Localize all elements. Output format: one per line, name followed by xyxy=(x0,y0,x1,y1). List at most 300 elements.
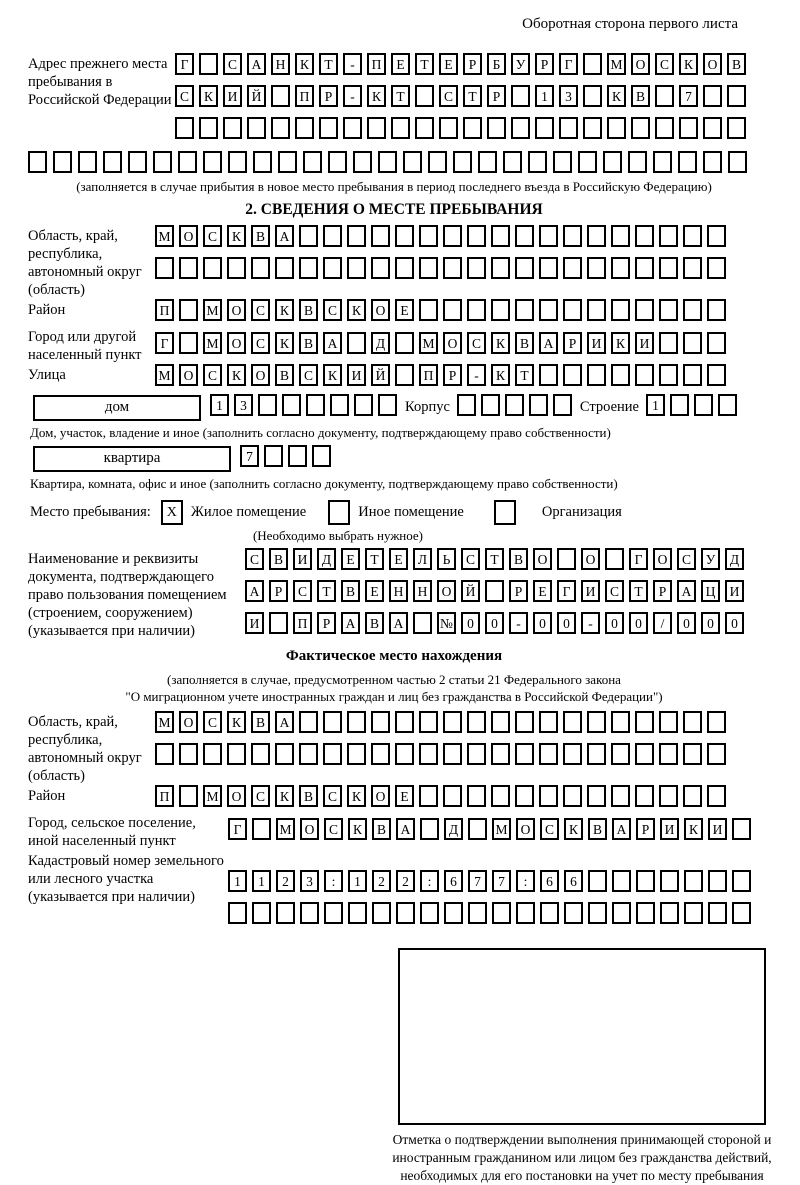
char-box[interactable]: - xyxy=(581,612,600,634)
char-box[interactable]: И xyxy=(347,364,366,386)
char-box[interactable] xyxy=(347,711,366,733)
char-box[interactable] xyxy=(391,117,410,139)
char-box[interactable]: Р xyxy=(443,364,462,386)
char-box[interactable] xyxy=(323,225,342,247)
char-box[interactable] xyxy=(587,364,606,386)
checkbox-organizaciya[interactable] xyxy=(494,500,516,525)
char-box[interactable] xyxy=(732,870,751,892)
char-box[interactable] xyxy=(347,257,366,279)
char-box[interactable]: О xyxy=(300,818,319,840)
char-box[interactable] xyxy=(515,743,534,765)
char-box[interactable]: Н xyxy=(389,580,408,602)
char-box[interactable] xyxy=(655,85,674,107)
char-box[interactable]: О xyxy=(179,711,198,733)
char-box[interactable] xyxy=(659,257,678,279)
char-box[interactable] xyxy=(587,257,606,279)
char-box[interactable]: 2 xyxy=(276,870,295,892)
char-box[interactable]: О xyxy=(179,364,198,386)
char-box[interactable]: А xyxy=(275,711,294,733)
char-box[interactable] xyxy=(588,870,607,892)
char-box[interactable] xyxy=(413,612,432,634)
char-box[interactable]: Г xyxy=(629,548,648,570)
char-box[interactable]: Т xyxy=(463,85,482,107)
char-box[interactable]: С xyxy=(324,818,343,840)
char-box[interactable] xyxy=(683,711,702,733)
char-box[interactable]: С xyxy=(223,53,242,75)
char-box[interactable] xyxy=(628,151,647,173)
char-box[interactable] xyxy=(707,257,726,279)
char-box[interactable]: О xyxy=(703,53,722,75)
char-box[interactable] xyxy=(128,151,147,173)
char-box[interactable] xyxy=(611,299,630,321)
char-box[interactable] xyxy=(659,743,678,765)
char-box[interactable] xyxy=(683,299,702,321)
char-box[interactable]: В xyxy=(509,548,528,570)
char-box[interactable]: 1 xyxy=(210,394,229,416)
char-box[interactable] xyxy=(276,902,295,924)
char-box[interactable] xyxy=(540,902,559,924)
char-box[interactable]: 6 xyxy=(444,870,463,892)
char-box[interactable]: А xyxy=(396,818,415,840)
char-box[interactable] xyxy=(179,743,198,765)
char-box[interactable] xyxy=(539,299,558,321)
char-box[interactable] xyxy=(282,394,301,416)
char-box[interactable]: С xyxy=(251,299,270,321)
char-box[interactable] xyxy=(252,818,271,840)
char-box[interactable]: О xyxy=(443,332,462,354)
char-box[interactable]: М xyxy=(419,332,438,354)
char-box[interactable] xyxy=(443,743,462,765)
char-box[interactable]: И xyxy=(587,332,606,354)
char-box[interactable]: И xyxy=(635,332,654,354)
char-box[interactable]: К xyxy=(491,364,510,386)
char-box[interactable]: - xyxy=(467,364,486,386)
char-box[interactable] xyxy=(553,394,572,416)
char-box[interactable] xyxy=(415,117,434,139)
char-box[interactable] xyxy=(727,117,746,139)
char-box[interactable] xyxy=(683,332,702,354)
char-box[interactable]: С xyxy=(540,818,559,840)
char-box[interactable]: 2 xyxy=(396,870,415,892)
char-box[interactable] xyxy=(251,743,270,765)
char-box[interactable] xyxy=(516,902,535,924)
char-box[interactable]: Т xyxy=(319,53,338,75)
char-box[interactable] xyxy=(611,785,630,807)
char-box[interactable]: - xyxy=(343,53,362,75)
char-box[interactable]: Р xyxy=(535,53,554,75)
char-box[interactable] xyxy=(420,902,439,924)
char-box[interactable]: С xyxy=(439,85,458,107)
char-box[interactable] xyxy=(636,870,655,892)
char-box[interactable] xyxy=(684,902,703,924)
char-box[interactable] xyxy=(175,117,194,139)
char-box[interactable] xyxy=(478,151,497,173)
char-box[interactable] xyxy=(707,785,726,807)
char-box[interactable]: К xyxy=(679,53,698,75)
char-box[interactable] xyxy=(505,394,524,416)
char-box[interactable] xyxy=(557,548,576,570)
char-box[interactable] xyxy=(655,117,674,139)
char-box[interactable]: В xyxy=(727,53,746,75)
char-box[interactable] xyxy=(330,394,349,416)
char-box[interactable]: Р xyxy=(487,85,506,107)
char-box[interactable] xyxy=(443,299,462,321)
char-box[interactable]: М xyxy=(276,818,295,840)
char-box[interactable] xyxy=(732,818,751,840)
char-box[interactable]: 3 xyxy=(559,85,578,107)
char-box[interactable]: С xyxy=(203,225,222,247)
char-box[interactable]: 1 xyxy=(252,870,271,892)
char-box[interactable] xyxy=(694,394,713,416)
char-box[interactable]: М xyxy=(203,299,222,321)
char-box[interactable]: К xyxy=(227,225,246,247)
char-box[interactable]: М xyxy=(155,225,174,247)
char-box[interactable]: В xyxy=(251,711,270,733)
char-box[interactable] xyxy=(583,85,602,107)
char-box[interactable] xyxy=(515,257,534,279)
char-box[interactable] xyxy=(611,257,630,279)
char-box[interactable] xyxy=(453,151,472,173)
char-box[interactable]: Р xyxy=(269,580,288,602)
char-box[interactable]: 0 xyxy=(485,612,504,634)
char-box[interactable] xyxy=(443,257,462,279)
char-box[interactable] xyxy=(528,151,547,173)
char-box[interactable]: И xyxy=(581,580,600,602)
char-box[interactable] xyxy=(515,299,534,321)
char-box[interactable]: М xyxy=(155,711,174,733)
char-box[interactable] xyxy=(491,743,510,765)
char-box[interactable] xyxy=(347,225,366,247)
char-box[interactable]: С xyxy=(467,332,486,354)
char-box[interactable]: О xyxy=(631,53,650,75)
char-box[interactable] xyxy=(659,332,678,354)
char-box[interactable] xyxy=(443,711,462,733)
char-box[interactable]: А xyxy=(323,332,342,354)
char-box[interactable]: С xyxy=(251,785,270,807)
char-box[interactable]: Т xyxy=(629,580,648,602)
char-box[interactable] xyxy=(670,394,689,416)
char-box[interactable] xyxy=(727,85,746,107)
char-box[interactable]: Р xyxy=(509,580,528,602)
char-box[interactable] xyxy=(539,225,558,247)
char-box[interactable]: И xyxy=(708,818,727,840)
char-box[interactable] xyxy=(467,299,486,321)
char-box[interactable] xyxy=(371,711,390,733)
char-box[interactable]: № xyxy=(437,612,456,634)
char-box[interactable]: О xyxy=(227,785,246,807)
char-box[interactable]: Г xyxy=(175,53,194,75)
char-box[interactable] xyxy=(457,394,476,416)
char-box[interactable] xyxy=(659,364,678,386)
char-box[interactable] xyxy=(679,117,698,139)
char-box[interactable] xyxy=(395,332,414,354)
char-box[interactable] xyxy=(485,580,504,602)
char-box[interactable] xyxy=(535,117,554,139)
char-box[interactable] xyxy=(288,445,307,467)
char-box[interactable] xyxy=(354,394,373,416)
char-box[interactable]: О xyxy=(251,364,270,386)
char-box[interactable] xyxy=(491,711,510,733)
char-box[interactable]: 0 xyxy=(605,612,624,634)
char-box[interactable]: 1 xyxy=(535,85,554,107)
char-box[interactable] xyxy=(578,151,597,173)
char-box[interactable]: 0 xyxy=(461,612,480,634)
char-box[interactable]: - xyxy=(343,85,362,107)
char-box[interactable] xyxy=(227,743,246,765)
char-box[interactable] xyxy=(539,364,558,386)
char-box[interactable] xyxy=(563,257,582,279)
char-box[interactable] xyxy=(395,743,414,765)
char-box[interactable] xyxy=(563,364,582,386)
checkbox-zhiloe[interactable]: X xyxy=(161,500,183,525)
char-box[interactable]: Н xyxy=(413,580,432,602)
char-box[interactable]: Ь xyxy=(437,548,456,570)
char-box[interactable] xyxy=(299,711,318,733)
char-box[interactable] xyxy=(312,445,331,467)
char-box[interactable]: 0 xyxy=(701,612,720,634)
char-box[interactable] xyxy=(299,743,318,765)
char-box[interactable] xyxy=(419,225,438,247)
char-box[interactable]: 6 xyxy=(564,870,583,892)
char-box[interactable]: 7 xyxy=(492,870,511,892)
char-box[interactable] xyxy=(515,225,534,247)
char-box[interactable]: В xyxy=(275,364,294,386)
char-box[interactable]: Г xyxy=(559,53,578,75)
char-box[interactable] xyxy=(708,870,727,892)
char-box[interactable] xyxy=(252,902,271,924)
char-box[interactable] xyxy=(419,299,438,321)
char-box[interactable] xyxy=(103,151,122,173)
char-box[interactable]: А xyxy=(247,53,266,75)
char-box[interactable] xyxy=(539,257,558,279)
char-box[interactable] xyxy=(728,151,747,173)
char-box[interactable]: Г xyxy=(228,818,247,840)
char-box[interactable] xyxy=(53,151,72,173)
char-box[interactable] xyxy=(587,743,606,765)
char-box[interactable]: О xyxy=(533,548,552,570)
char-box[interactable] xyxy=(707,225,726,247)
char-box[interactable]: К xyxy=(227,364,246,386)
char-box[interactable] xyxy=(487,117,506,139)
char-box[interactable] xyxy=(328,151,347,173)
char-box[interactable]: А xyxy=(245,580,264,602)
char-box[interactable] xyxy=(395,711,414,733)
char-box[interactable]: В xyxy=(365,612,384,634)
char-box[interactable] xyxy=(403,151,422,173)
char-box[interactable] xyxy=(683,225,702,247)
char-box[interactable]: Й xyxy=(461,580,480,602)
char-box[interactable] xyxy=(660,902,679,924)
char-box[interactable]: К xyxy=(295,53,314,75)
char-box[interactable] xyxy=(539,711,558,733)
char-box[interactable] xyxy=(323,711,342,733)
char-box[interactable] xyxy=(583,53,602,75)
char-box[interactable] xyxy=(299,257,318,279)
char-box[interactable] xyxy=(587,299,606,321)
char-box[interactable]: Р xyxy=(636,818,655,840)
char-box[interactable] xyxy=(372,902,391,924)
char-box[interactable] xyxy=(468,818,487,840)
char-box[interactable] xyxy=(463,117,482,139)
char-box[interactable]: С xyxy=(677,548,696,570)
char-box[interactable] xyxy=(660,870,679,892)
char-box[interactable] xyxy=(515,711,534,733)
char-box[interactable]: О xyxy=(516,818,535,840)
char-box[interactable]: М xyxy=(607,53,626,75)
char-box[interactable]: В xyxy=(299,785,318,807)
char-box[interactable]: Л xyxy=(413,548,432,570)
char-box[interactable] xyxy=(678,151,697,173)
char-box[interactable]: 7 xyxy=(468,870,487,892)
char-box[interactable]: К xyxy=(684,818,703,840)
char-box[interactable] xyxy=(275,257,294,279)
char-box[interactable] xyxy=(653,151,672,173)
char-box[interactable] xyxy=(708,902,727,924)
char-box[interactable]: Д xyxy=(317,548,336,570)
char-box[interactable] xyxy=(371,257,390,279)
char-box[interactable] xyxy=(371,225,390,247)
char-box[interactable] xyxy=(353,151,372,173)
char-box[interactable] xyxy=(467,225,486,247)
char-box[interactable] xyxy=(511,85,530,107)
char-box[interactable] xyxy=(299,225,318,247)
char-box[interactable]: С xyxy=(203,711,222,733)
char-box[interactable] xyxy=(635,257,654,279)
char-box[interactable]: Н xyxy=(271,53,290,75)
char-box[interactable] xyxy=(428,151,447,173)
char-box[interactable]: К xyxy=(607,85,626,107)
char-box[interactable] xyxy=(559,117,578,139)
char-box[interactable]: С xyxy=(245,548,264,570)
char-box[interactable]: С xyxy=(655,53,674,75)
char-box[interactable]: : xyxy=(420,870,439,892)
char-box[interactable] xyxy=(511,117,530,139)
char-box[interactable] xyxy=(611,364,630,386)
char-box[interactable]: А xyxy=(389,612,408,634)
char-box[interactable]: С xyxy=(293,580,312,602)
char-box[interactable] xyxy=(300,902,319,924)
char-box[interactable] xyxy=(605,548,624,570)
char-box[interactable]: О xyxy=(179,225,198,247)
char-box[interactable] xyxy=(153,151,172,173)
char-box[interactable] xyxy=(563,225,582,247)
char-box[interactable]: К xyxy=(348,818,367,840)
char-box[interactable] xyxy=(732,902,751,924)
char-box[interactable]: Р xyxy=(563,332,582,354)
char-box[interactable] xyxy=(324,902,343,924)
char-box[interactable] xyxy=(378,151,397,173)
char-box[interactable] xyxy=(253,151,272,173)
char-box[interactable]: 0 xyxy=(557,612,576,634)
char-box[interactable] xyxy=(481,394,500,416)
char-box[interactable] xyxy=(271,85,290,107)
char-box[interactable] xyxy=(631,117,650,139)
char-box[interactable] xyxy=(563,785,582,807)
char-box[interactable]: С xyxy=(299,364,318,386)
char-box[interactable]: Т xyxy=(515,364,534,386)
char-box[interactable] xyxy=(491,225,510,247)
char-box[interactable] xyxy=(348,902,367,924)
char-box[interactable] xyxy=(563,299,582,321)
char-box[interactable]: А xyxy=(612,818,631,840)
char-box[interactable]: А xyxy=(677,580,696,602)
char-box[interactable]: Е xyxy=(395,299,414,321)
char-box[interactable]: / xyxy=(653,612,672,634)
char-box[interactable]: В xyxy=(341,580,360,602)
char-box[interactable]: И xyxy=(245,612,264,634)
char-box[interactable] xyxy=(636,902,655,924)
char-box[interactable]: И xyxy=(223,85,242,107)
char-box[interactable]: М xyxy=(203,332,222,354)
char-box[interactable] xyxy=(228,151,247,173)
char-box[interactable] xyxy=(659,299,678,321)
char-box[interactable] xyxy=(203,257,222,279)
char-box[interactable] xyxy=(179,257,198,279)
char-box[interactable]: Е xyxy=(439,53,458,75)
char-box[interactable] xyxy=(467,785,486,807)
char-box[interactable] xyxy=(323,743,342,765)
char-box[interactable] xyxy=(612,870,631,892)
char-box[interactable] xyxy=(707,364,726,386)
char-box[interactable]: Р xyxy=(319,85,338,107)
char-box[interactable] xyxy=(367,117,386,139)
char-box[interactable]: В xyxy=(631,85,650,107)
char-box[interactable]: О xyxy=(437,580,456,602)
char-box[interactable]: М xyxy=(492,818,511,840)
char-box[interactable] xyxy=(468,902,487,924)
char-box[interactable]: С xyxy=(251,332,270,354)
char-box[interactable] xyxy=(587,785,606,807)
char-box[interactable] xyxy=(264,445,283,467)
char-box[interactable] xyxy=(439,117,458,139)
char-box[interactable]: Е xyxy=(389,548,408,570)
char-box[interactable]: Т xyxy=(365,548,384,570)
char-box[interactable] xyxy=(203,743,222,765)
char-box[interactable]: 0 xyxy=(629,612,648,634)
char-box[interactable] xyxy=(228,902,247,924)
char-box[interactable] xyxy=(491,257,510,279)
char-box[interactable]: М xyxy=(155,364,174,386)
char-box[interactable] xyxy=(396,902,415,924)
char-box[interactable]: : xyxy=(516,870,535,892)
char-box[interactable]: И xyxy=(725,580,744,602)
char-box[interactable]: 1 xyxy=(348,870,367,892)
char-box[interactable]: П xyxy=(155,299,174,321)
char-box[interactable] xyxy=(635,785,654,807)
char-box[interactable] xyxy=(443,225,462,247)
char-box[interactable] xyxy=(635,711,654,733)
char-box[interactable] xyxy=(271,117,290,139)
char-box[interactable]: К xyxy=(199,85,218,107)
char-box[interactable]: 3 xyxy=(300,870,319,892)
char-box[interactable] xyxy=(703,151,722,173)
char-box[interactable]: К xyxy=(275,299,294,321)
char-box[interactable]: О xyxy=(653,548,672,570)
char-box[interactable] xyxy=(553,151,572,173)
char-box[interactable] xyxy=(443,785,462,807)
char-box[interactable]: Е xyxy=(533,580,552,602)
char-box[interactable]: - xyxy=(509,612,528,634)
char-box[interactable] xyxy=(588,902,607,924)
char-box[interactable] xyxy=(563,743,582,765)
char-box[interactable]: 1 xyxy=(646,394,665,416)
char-box[interactable]: У xyxy=(511,53,530,75)
char-box[interactable] xyxy=(515,785,534,807)
char-box[interactable] xyxy=(275,743,294,765)
char-box[interactable]: С xyxy=(323,299,342,321)
char-box[interactable] xyxy=(179,332,198,354)
char-box[interactable] xyxy=(395,364,414,386)
